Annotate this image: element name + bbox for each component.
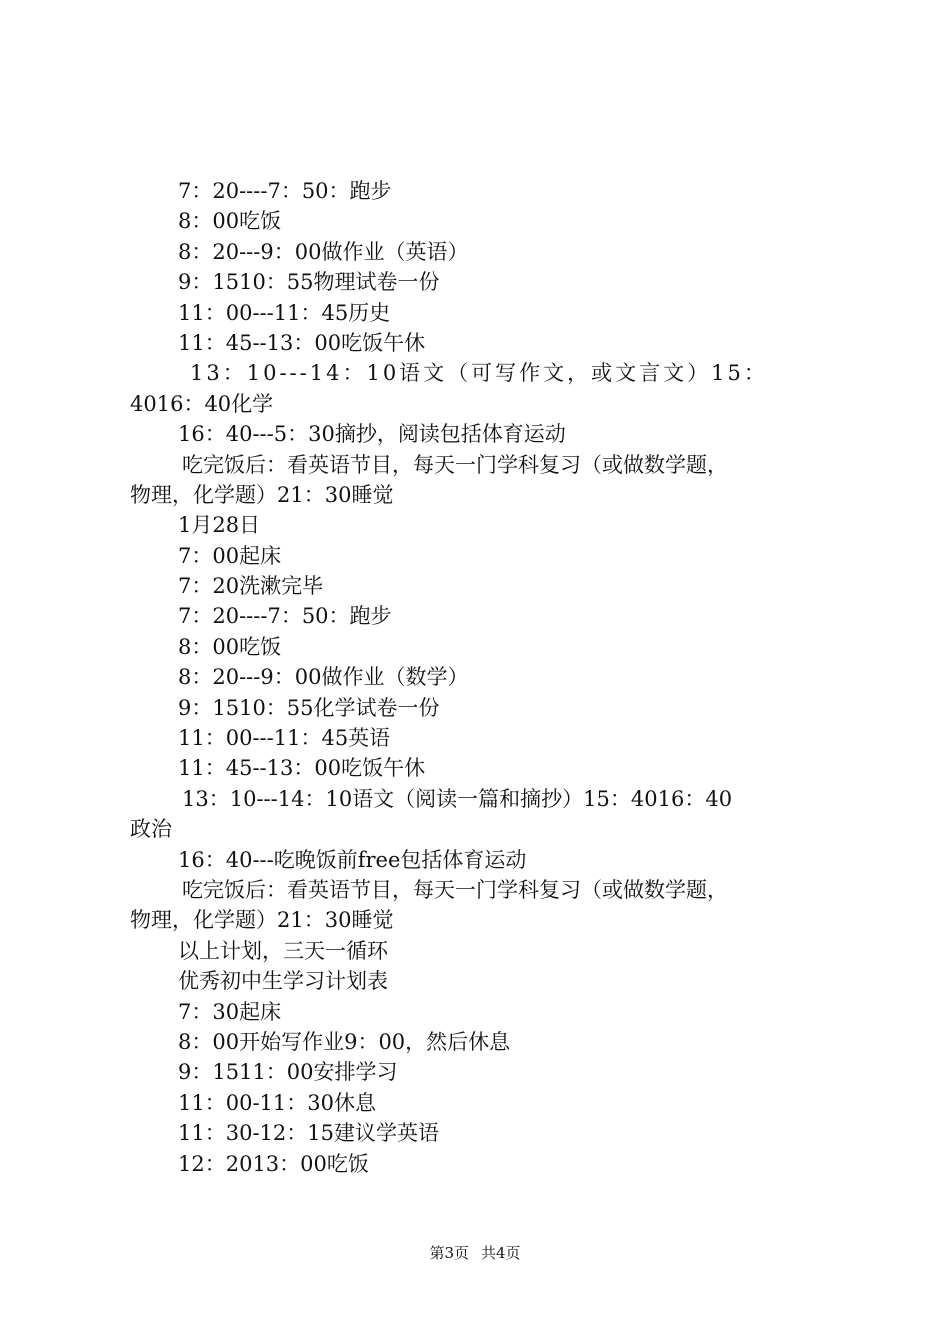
- text-line: 7：00起床: [178, 543, 282, 568]
- page-footer: [0, 1243, 950, 1263]
- text-line: 11：00-11：30休息: [178, 1090, 376, 1115]
- text-line: 7：30起床: [178, 999, 282, 1024]
- text-line: 吃完饭后：看英语节目，每天一门学科复习（或做数学题，: [182, 452, 728, 477]
- text-line: 8：20---9：00做作业（英语）: [178, 239, 469, 264]
- text-line: 9：1510：55化学试卷一份: [178, 695, 440, 720]
- text-line: 7：20----7：50：跑步: [178, 604, 392, 629]
- text-line: 物理，化学题）21：30睡觉: [130, 482, 394, 507]
- text-line: 物理，化学题）21：30睡觉: [130, 908, 394, 933]
- page-total: 共4页: [481, 1244, 521, 1262]
- text-line: 1月28日: [178, 513, 261, 538]
- text-line: 7：20洗漱完毕: [178, 574, 324, 599]
- text-line: 7：20----7：50：跑步: [178, 179, 392, 203]
- text-line: 16：40---吃晚饭前free包括体育运动: [178, 847, 527, 872]
- text-line: 8：20---9：00做作业（数学）: [178, 665, 469, 690]
- document-body: [130, 176, 840, 1179]
- text-line: 12：2013：00吃饭: [178, 1151, 369, 1176]
- text-line: 13：10---14：10语文（可写作文，或文言文）15：: [190, 361, 768, 386]
- text-line: 11：00---11：45历史: [178, 300, 391, 325]
- page-number: 第3页: [429, 1244, 469, 1262]
- text-line: 16：40---5：30摘抄，阅读包括体育运动: [178, 422, 566, 447]
- text-line: 11：45--13：00吃饭午休: [178, 756, 426, 781]
- text-line: 11：30-12：15建议学英语: [178, 1121, 439, 1146]
- text-line: 政治: [130, 817, 172, 842]
- text-line: 9：1510：55物理试卷一份: [178, 270, 440, 295]
- text-line: 9：1511：00安排学习: [178, 1060, 398, 1085]
- text-line: 11：45--13：00吃饭午休: [178, 330, 426, 355]
- text-line: 4016：40化学: [130, 391, 274, 416]
- text-line: 吃完饭后：看英语节目，每天一门学科复习（或做数学题，: [182, 877, 728, 902]
- text-line: 8：00吃饭: [178, 209, 282, 234]
- text-line: 13：10---14：10语文（阅读一篇和摘抄）15：4016：40: [182, 786, 733, 811]
- text-line: 8：00吃饭: [178, 634, 282, 659]
- text-line: 以上计划，三天一循环: [178, 938, 388, 963]
- text-line: 11：00---11：45英语: [178, 726, 391, 751]
- text-line: 优秀初中生学习计划表: [178, 969, 388, 994]
- text-line: 8：00开始写作业9：00，然后休息: [178, 1029, 511, 1054]
